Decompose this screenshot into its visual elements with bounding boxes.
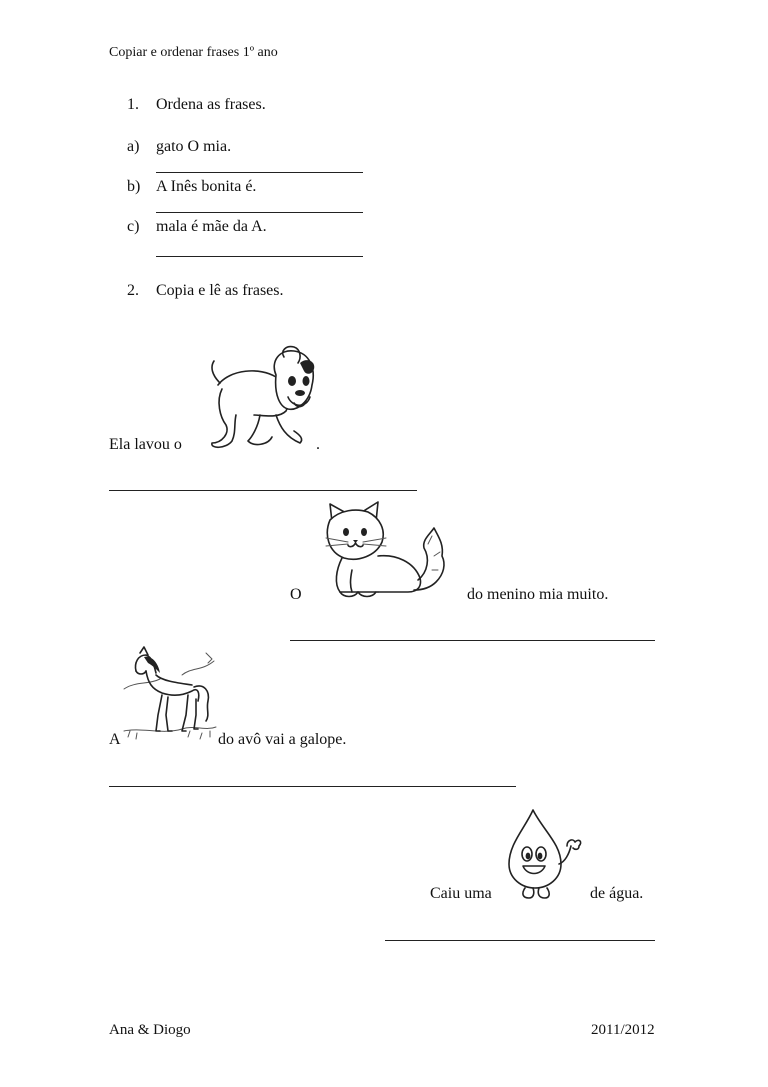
- exercise-2-number: 2.: [127, 282, 139, 299]
- dog-icon: [200, 345, 320, 455]
- sentence-4-before: Caiu uma: [430, 885, 492, 902]
- horse-icon: [122, 645, 217, 745]
- exercise-2-title: Copia e lê as frases.: [156, 282, 284, 299]
- exercise-1-number: 1.: [127, 96, 139, 113]
- sentence-4-after: de água.: [590, 885, 644, 902]
- item-c-letter: c): [127, 218, 140, 235]
- copy-line-4[interactable]: [385, 940, 655, 941]
- item-a-text: gato O mia.: [156, 138, 232, 155]
- answer-line-a[interactable]: [156, 172, 363, 173]
- sentence-2-after: do menino mia muito.: [467, 586, 609, 603]
- copy-line-3[interactable]: [109, 786, 516, 787]
- item-b-text: A Inês bonita é.: [156, 178, 257, 195]
- copy-line-1[interactable]: [109, 490, 417, 491]
- copy-line-2[interactable]: [290, 640, 655, 641]
- page-header: Copiar e ordenar frases 1º ano: [109, 45, 278, 60]
- sentence-1-after: .: [316, 436, 320, 453]
- exercise-1-title: Ordena as frases.: [156, 96, 266, 113]
- water-drop-icon: [495, 808, 585, 903]
- answer-line-b[interactable]: [156, 212, 363, 213]
- sentence-3-before: A: [109, 731, 121, 748]
- footer-year: 2011/2012: [591, 1022, 655, 1038]
- sentence-2-before: O: [290, 586, 302, 603]
- item-c-text: mala é mãe da A.: [156, 218, 267, 235]
- item-a-letter: a): [127, 138, 140, 155]
- sentence-3-after: do avô vai a galope.: [218, 731, 347, 748]
- sentence-1-before: Ela lavou o: [109, 436, 182, 453]
- footer-authors: Ana & Diogo: [109, 1022, 191, 1038]
- item-b-letter: b): [127, 178, 141, 195]
- cat-icon: [318, 500, 458, 605]
- answer-line-c[interactable]: [156, 256, 363, 257]
